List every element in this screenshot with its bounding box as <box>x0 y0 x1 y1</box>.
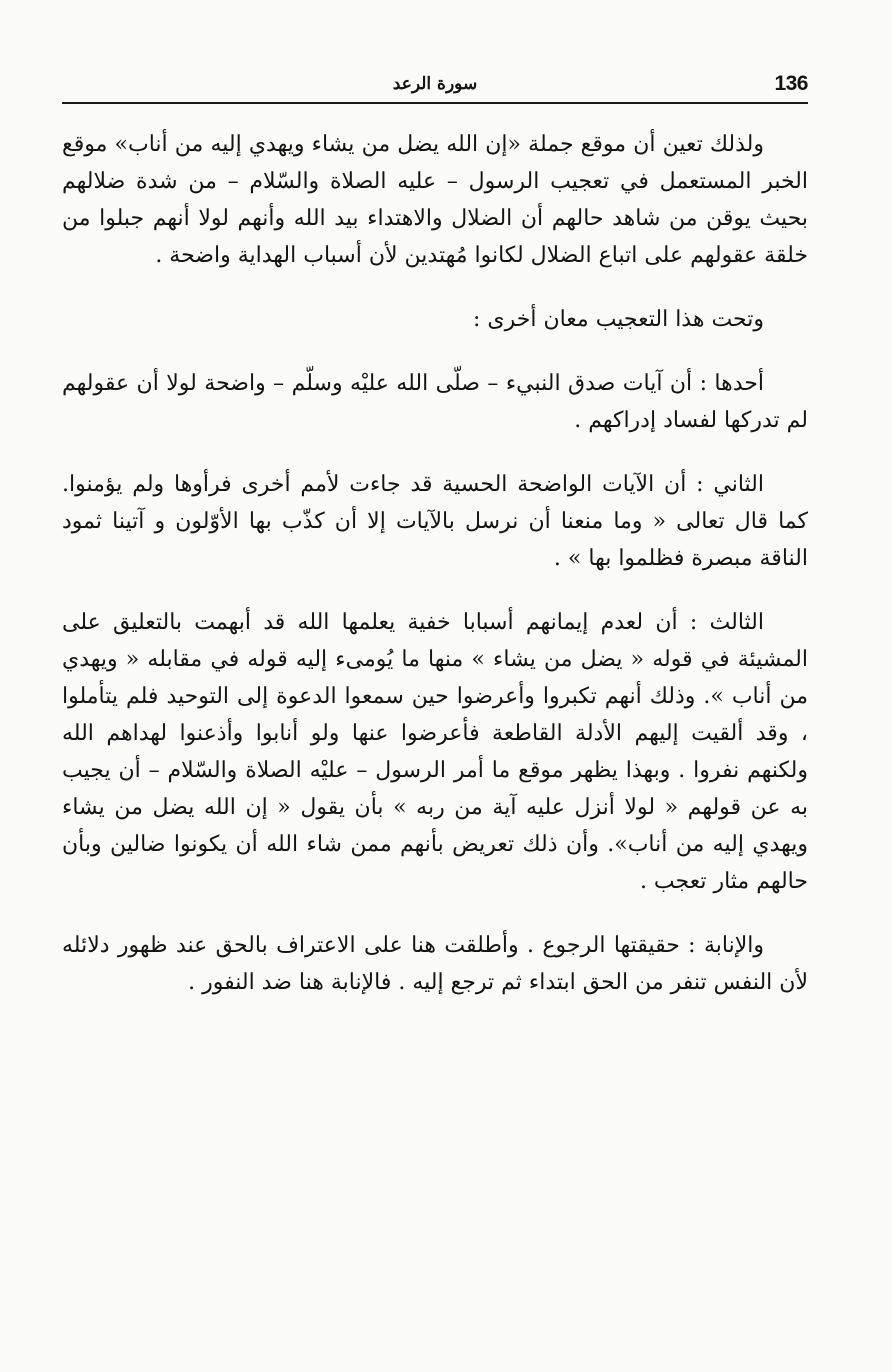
paragraph-third: الثالث : أن لعدم إيمانهم أسبابا خفية يعلمها الله قد أبهمت بالتعليق على المشيئة في قوله « يضل من يشاء » منها ما يُومىء إليه قوله في مقابله « ويهدي من أناب ». وذلك أنهم تكبروا وأعرضوا حين سمعوا الدعوة إلى التوحيد فلم يتأملوا ، وقد ألقيت إليهم الأدلة القاطعة فأعرضوا عنها ولو أنابوا وأذعنوا لهداهم الله ولكنهم نفروا . وبهذا يظهر موقع ما أمر الرسول – عليْه الصلاة والسّلام – أن يجيب به عن قولهم « لولا أنزل عليه آية من ربه » بأن يقول « إن الله يضل من يشاء ويهدي إليه من أناب». وأن ذلك تعريض بأنهم ممن شاء الله أن يكونوا ضالين وبأن حالهم مثار تعجب . <box>62 610 808 894</box>
paragraph-other-meanings: وتحت هذا التعجيب معان أخرى : <box>472 307 764 332</box>
page-header <box>62 60 808 104</box>
book-page <box>62 60 808 1001</box>
page-number: 136 <box>774 72 808 95</box>
paragraph-first: أحدها : أن آيات صدق النبيء – صلّى الله عليْه وسلّم – واضحة لولا أن عقولهم لم تدركها لفساد إدراكهم . <box>62 371 808 433</box>
paragraph-second: الثاني : أن الآيات الواضحة الحسية قد جاءت لأمم أخرى فرأوها ولم يؤمنوا. كما قال تعالى « وما منعنا أن نرسل بالآيات إلا أن كذّب بها الأوّلون و آتينا ثمود الناقة مبصرة فظلموا بها » . <box>62 472 808 571</box>
paragraph-intro: ولذلك تعين أن موقع جملة «إن الله يضل من يشاء ويهدي إليه من أناب» موقع الخبر المستعمل في تعجيب الرسول – عليه الصلاة والسّلام – من شدة ضلالهم بحيث يوقن من شاهد حالهم أن الضلال والاهتداء بيد الله وأنهم لولا أنهم جبلوا من خلقة عقولهم على اتباع الضلال لكانوا مُهتدين لأن أسباب الهداية واضحة . <box>62 132 808 268</box>
header-rule <box>62 102 808 104</box>
paragraph-inabah: والإنابة : حقيقتها الرجوع . وأطلقت هنا على الاعتراف بالحق عند ظهور دلائله لأن النفس تنفر من الحق ابتداء ثم ترجع إليه . فالإنابة هنا ضد النفور . <box>62 933 808 995</box>
body-text <box>62 126 808 1001</box>
running-title: سورة الرعد <box>392 74 478 94</box>
